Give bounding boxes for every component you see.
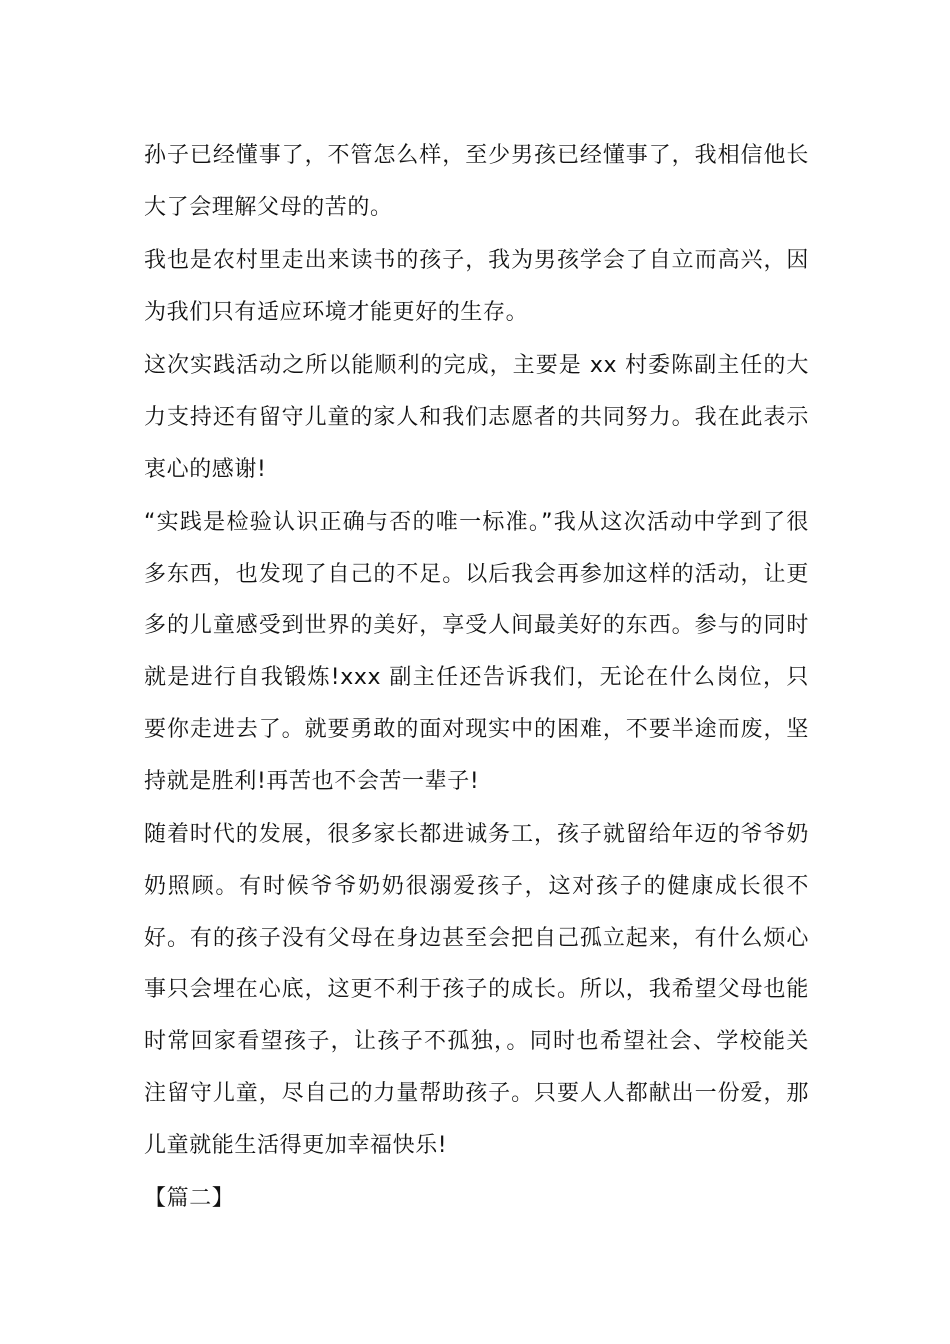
paragraph-1: 孙子已经懂事了，不管怎么样，至少男孩已经懂事了，我相信他长大了会理解父母的苦的。: [144, 143, 809, 220]
document-body: [144, 130, 809, 1225]
paragraph-2: 我也是农村里走出来读书的孩子，我为男孩学会了自立而高兴，因为我们只有适应环境才能更好的生存。: [144, 247, 809, 325]
paragraph-5: 随着时代的发展，很多家长都进诚务工，孩子就留给年迈的爷爷奶奶照顾。有时候爷爷奶奶很溺爱孩子，这对孩子的健康成长很不好。有的孩子没有父母在身边甚至会把自己孤立起来，有什么烦心事只会埋在心底，这更不利于孩子的成长。所以，我希望父母也能时常回家看望孩子，让孩子不孤独，。同时也希望社会、学校能关注留守儿童，尽自己的力量帮助孩子。只要人人都献出一份爱，那儿童就能生活得更加幸福快乐!: [144, 821, 809, 1158]
section-heading: 【篇二】: [144, 1185, 235, 1211]
paragraph-4: “实践是检验认识正确与否的唯一标准。”我从这次活动中学到了很多东西，也发现了自己的不足。以后我会再参加这样的活动，让更多的儿童感受到世界的美好，享受人间最美好的东西。参与的同时就是进行自我锻炼!xxx 副主任还告诉我们，无论在什么岗位，只要你走进去了。就要勇敢的面对现实中的困难，不要半途而废，坚持就是胜利!再苦也不会苦一辈子!: [144, 509, 809, 794]
paragraph-3: 这次实践活动之所以能顺利的完成，主要是 xx 村委陈副主任的大力支持还有留守儿童的家人和我们志愿者的共同努力。我在此表示衷心的感谢!: [144, 352, 809, 482]
